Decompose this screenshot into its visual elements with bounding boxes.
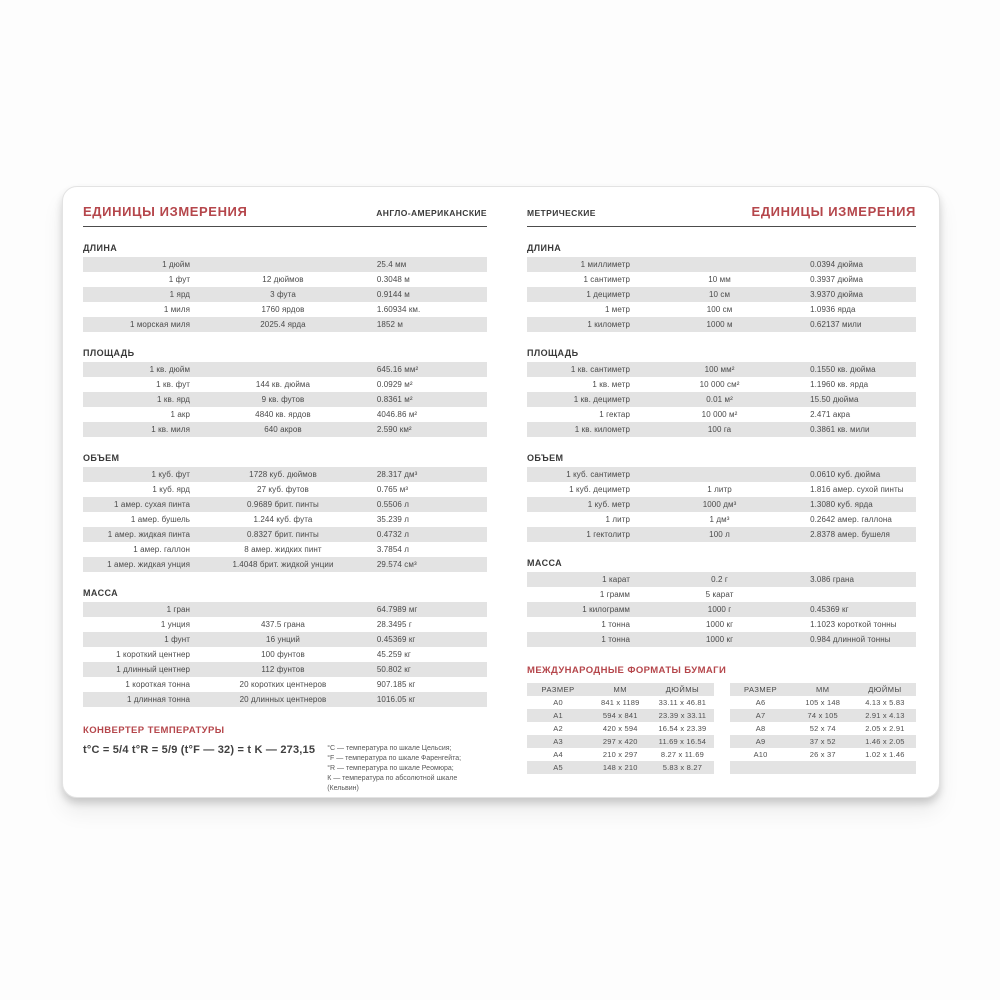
table-row xyxy=(83,287,487,302)
paper-size xyxy=(730,761,792,774)
paper-format-row xyxy=(527,696,714,709)
unit-name: 1 акр xyxy=(170,410,191,419)
page-title: ЕДИНИЦЫ ИЗМЕРЕНИЯ xyxy=(751,204,916,219)
table-row xyxy=(527,527,916,542)
unit-equivalent: 0.9689 брит. пинты xyxy=(247,500,319,509)
unit-metric-value: 29.574 см³ xyxy=(376,560,417,569)
table-row xyxy=(83,272,487,287)
page-title: ЕДИНИЦЫ ИЗМЕРЕНИЯ xyxy=(83,204,248,219)
paper-format-row xyxy=(730,761,917,774)
unit-metric-value: 15.50 дюйма xyxy=(810,395,859,404)
table-row xyxy=(83,482,487,497)
paper-format-row xyxy=(527,722,714,735)
unit-name: 1 грамм xyxy=(599,590,631,599)
unit-metric-value: 50.802 кг xyxy=(376,665,411,674)
section-label-volume: ОБЪЕМ xyxy=(527,453,564,463)
paper-mm: 105 x 148 xyxy=(805,698,841,707)
note-fahrenheit: °F — температура по шкале Фаренгейта; xyxy=(327,755,462,762)
paper-format-row xyxy=(730,709,917,722)
unit-name: 1 короткая тонна xyxy=(125,680,191,689)
unit-metric-value: 1016.05 кг xyxy=(376,695,416,704)
unit-equivalent: 5 карат xyxy=(705,590,734,599)
table-row xyxy=(83,692,487,707)
unit-equivalent: 3 фута xyxy=(270,290,296,299)
volume-table xyxy=(527,467,916,542)
unit-name: 1 унция xyxy=(160,620,191,629)
unit-metric-value: 0.3861 кв. мили xyxy=(810,425,870,434)
unit-equivalent: 20 коротких центнеров xyxy=(239,680,327,689)
unit-equivalent: 100 мм² xyxy=(704,365,735,374)
unit-equivalent: 10 см xyxy=(708,290,731,299)
paper-inches xyxy=(854,761,916,774)
paper-inches: 16.54 x 23.39 xyxy=(658,724,707,733)
unit-name: 1 кв. метр xyxy=(592,380,631,389)
table-row xyxy=(83,302,487,317)
unit-equivalent: 1.4048 брит. жидкой унции xyxy=(232,560,334,569)
unit-metric-value: 3.7854 л xyxy=(376,545,410,554)
unit-metric-value: 1.3080 куб. ярда xyxy=(810,500,873,509)
length-table xyxy=(527,257,916,332)
unit-name: 1 километр xyxy=(587,320,631,329)
note-celsius: °C — температура по шкале Цельсия; xyxy=(327,745,452,752)
header-size: РАЗМЕР xyxy=(743,685,778,694)
paper-formats-title: МЕЖДУНАРОДНЫЕ ФОРМАТЫ БУМАГИ xyxy=(527,665,727,676)
table-row xyxy=(527,377,916,392)
paper-inches: 5.83 x 8.27 xyxy=(662,763,703,772)
unit-metric-value: 64.7989 мг xyxy=(376,605,418,614)
unit-equivalent: 2025.4 ярда xyxy=(260,320,306,329)
section-label-mass: МАССА xyxy=(83,588,119,598)
table-row xyxy=(527,572,916,587)
paper-header-row xyxy=(527,683,714,696)
unit-metric-value: 0.0610 куб. дюйма xyxy=(810,470,881,479)
paper-mm: 210 x 297 xyxy=(602,750,638,759)
volume-table xyxy=(83,467,487,572)
unit-equivalent: 10 000 см² xyxy=(699,380,740,389)
section-label-mass: МАССА xyxy=(527,558,563,568)
table-row xyxy=(527,497,916,512)
unit-metric-value: 1.816 амер. сухой пинты xyxy=(810,485,904,494)
table-row xyxy=(83,257,487,272)
table-row xyxy=(83,467,487,482)
paper-inches: 33.11 x 46.81 xyxy=(658,698,707,707)
table-row xyxy=(527,632,916,647)
unit-metric-value: 0.1550 кв. дюйма xyxy=(810,365,876,374)
section-label-volume: ОБЪЕМ xyxy=(83,453,120,463)
unit-equivalent: 12 дюймов xyxy=(262,275,304,284)
unit-name: 1 кв. километр xyxy=(574,425,631,434)
area-table xyxy=(527,362,916,437)
unit-equivalent: 1 литр xyxy=(707,485,732,494)
unit-name: 1 карат xyxy=(602,575,631,584)
table-row xyxy=(83,632,487,647)
table-row xyxy=(527,602,916,617)
unit-metric-value: 4046.86 м² xyxy=(376,410,418,419)
unit-name: 1 миллиметр xyxy=(580,260,631,269)
temperature-converter-title: КОНВЕРТЕР ТЕМПЕРАТУРЫ xyxy=(83,725,225,736)
paper-format-row xyxy=(730,696,917,709)
unit-metric-value: 0.3937 дюйма xyxy=(810,275,864,284)
unit-metric-value: 2.590 км² xyxy=(376,425,412,434)
unit-name: 1 куб. метр xyxy=(587,500,631,509)
note-reaumur: °R — температура по шкале Реомюра; xyxy=(327,765,454,772)
table-row xyxy=(527,467,916,482)
unit-metric-value: 3.9370 дюйма xyxy=(810,290,864,299)
table-row xyxy=(83,602,487,617)
paper-mm: 37 x 52 xyxy=(809,737,836,746)
unit-metric-value xyxy=(807,587,916,602)
unit-equivalent: 1.244 куб. фута xyxy=(253,515,313,524)
unit-name: 1 короткий центнер xyxy=(116,650,191,659)
table-row xyxy=(527,257,916,272)
unit-equivalent: 100 га xyxy=(707,425,732,434)
unit-name: 1 кв. дюйм xyxy=(149,365,191,374)
unit-name: 1 амер. жидкая унция xyxy=(107,560,191,569)
unit-equivalent xyxy=(192,362,374,377)
section-label-area: ПЛОЩАДЬ xyxy=(527,348,579,358)
paper-size: A2 xyxy=(553,724,563,733)
unit-metric-value: 0.3048 м xyxy=(376,275,410,284)
paper-inches: 1.02 x 1.46 xyxy=(865,750,905,759)
unit-name: 1 миля xyxy=(163,305,191,314)
paper-formats-tables xyxy=(527,683,916,774)
unit-equivalent: 1000 кг xyxy=(705,620,734,629)
unit-metric-value: 1.1960 кв. ярда xyxy=(810,380,869,389)
unit-metric-value: 0.45369 кг xyxy=(376,635,416,644)
unit-metric-value: 0.8361 м² xyxy=(376,395,413,404)
unit-equivalent xyxy=(632,257,807,272)
paper-format-row xyxy=(527,761,714,774)
paper-format-row xyxy=(527,709,714,722)
table-row xyxy=(527,362,916,377)
section-label-length: ДЛИНА xyxy=(527,243,562,253)
paper-mm: 148 x 210 xyxy=(602,763,638,772)
table-row xyxy=(83,497,487,512)
temperature-converter-body xyxy=(83,744,487,794)
paper-mm: 26 x 37 xyxy=(809,750,836,759)
unit-name: 1 сантиметр xyxy=(583,275,631,284)
paper-mm: 420 x 594 xyxy=(602,724,638,733)
unit-equivalent: 144 кв. дюйма xyxy=(255,380,311,389)
note-kelvin: К — температура по абсолютной шкале (Кельвин) xyxy=(327,775,458,792)
table-row xyxy=(527,617,916,632)
unit-equivalent: 0.01 м² xyxy=(706,395,733,404)
paper-mm: 594 x 841 xyxy=(602,711,638,720)
length-table xyxy=(83,257,487,332)
page-subtitle: АНГЛО-АМЕРИКАНСКИЕ xyxy=(376,208,487,218)
unit-equivalent: 0.2 г xyxy=(711,575,728,584)
paper-format-row xyxy=(730,748,917,761)
paper-format-row xyxy=(527,735,714,748)
unit-metric-value: 0.0929 м² xyxy=(376,380,413,389)
paper-size: A10 xyxy=(753,750,768,759)
unit-metric-value: 1.60934 км. xyxy=(376,305,421,314)
unit-metric-value: 0.9144 м xyxy=(376,290,410,299)
paper-mm xyxy=(792,761,854,774)
unit-equivalent: 8 амер. жидких пинт xyxy=(244,545,322,554)
unit-equivalent: 112 фунтов xyxy=(261,665,305,674)
table-row xyxy=(83,557,487,572)
table-row xyxy=(527,512,916,527)
paper-size: A6 xyxy=(755,698,766,707)
unit-metric-value: 1852 м xyxy=(376,320,403,329)
unit-name: 1 тонна xyxy=(601,635,631,644)
unit-equivalent: 10 000 м² xyxy=(701,410,738,419)
table-row xyxy=(83,617,487,632)
left-page-header xyxy=(83,204,487,227)
paper-inches: 1.46 x 2.05 xyxy=(865,737,905,746)
paper-size: A7 xyxy=(755,711,766,720)
table-row xyxy=(527,482,916,497)
unit-metric-value: 0.765 м³ xyxy=(376,485,409,494)
unit-name: 1 дюйм xyxy=(162,260,191,269)
table-row xyxy=(527,422,916,437)
unit-metric-value: 1.0936 ярда xyxy=(810,305,856,314)
unit-equivalent: 100 см xyxy=(706,305,733,314)
unit-equivalent: 100 фунтов xyxy=(261,650,305,659)
paper-size: A3 xyxy=(553,737,563,746)
table-row xyxy=(83,362,487,377)
unit-metric-value: 0.5506 л xyxy=(376,500,410,509)
table-row xyxy=(83,677,487,692)
table-row xyxy=(527,317,916,332)
unit-metric-value: 1.1023 короткой тонны xyxy=(810,620,897,629)
header-inches: ДЮЙМЫ xyxy=(868,685,902,694)
unit-equivalent: 1000 кг xyxy=(705,635,734,644)
paper-inches: 2.05 x 2.91 xyxy=(865,724,905,733)
paper-header-row xyxy=(730,683,917,696)
temperature-converter xyxy=(83,725,487,794)
table-row xyxy=(527,392,916,407)
table-row xyxy=(527,407,916,422)
paper-mm: 74 x 105 xyxy=(807,711,838,720)
unit-metric-value: 0.45369 кг xyxy=(810,605,849,614)
paper-size: A8 xyxy=(755,724,766,733)
unit-name: 1 кв. дециметр xyxy=(573,395,631,404)
unit-name: 1 гектолитр xyxy=(586,530,631,539)
paper-table-a6-a10 xyxy=(730,683,917,774)
unit-metric-value: 645.16 мм² xyxy=(376,365,419,374)
unit-equivalent xyxy=(192,602,374,617)
unit-equivalent xyxy=(632,467,807,482)
paper-mm: 297 x 420 xyxy=(602,737,638,746)
unit-name: 1 гектар xyxy=(599,410,631,419)
table-row xyxy=(527,287,916,302)
table-row xyxy=(527,272,916,287)
temperature-formula: t°C = 5/4 t°R = 5/9 (t°F — 32) = t K — 273,15 xyxy=(83,744,316,756)
unit-metric-value: 2.471 акра xyxy=(810,410,851,419)
unit-metric-value: 35.239 л xyxy=(376,515,410,524)
unit-name: 1 метр xyxy=(604,305,631,314)
unit-equivalent: 1000 дм³ xyxy=(702,500,737,509)
unit-name: 1 ярд xyxy=(169,290,191,299)
unit-name: 1 кв. фут xyxy=(156,380,191,389)
unit-name: 1 амер. жидкая пинта xyxy=(107,530,191,539)
unit-name: 1 кв. миля xyxy=(151,425,191,434)
unit-name: 1 кв. ярд xyxy=(157,395,191,404)
paper-size: A0 xyxy=(553,698,563,707)
unit-equivalent: 9 кв. футов xyxy=(261,395,305,404)
unit-name: 1 длинная тонна xyxy=(126,695,191,704)
unit-metric-value: 28.317 дм³ xyxy=(376,470,418,479)
unit-equivalent: 1000 г xyxy=(707,605,732,614)
unit-name: 1 куб. дециметр xyxy=(569,485,631,494)
unit-name: 1 тонна xyxy=(601,620,631,629)
paper-mm: 841 x 1189 xyxy=(600,698,640,707)
table-row xyxy=(527,302,916,317)
table-row xyxy=(83,422,487,437)
unit-equivalent: 1728 куб. дюймов xyxy=(249,470,317,479)
page-category: МЕТРИЧЕСКИЕ xyxy=(527,208,596,218)
paper-size: A4 xyxy=(553,750,563,759)
header-size: РАЗМЕР xyxy=(541,685,575,694)
page-metric xyxy=(501,187,939,797)
unit-name: 1 амер. бушель xyxy=(130,515,191,524)
unit-equivalent: 1000 м xyxy=(706,320,733,329)
header-mm: ММ xyxy=(815,685,830,694)
unit-equivalent: 100 л xyxy=(709,530,730,539)
planner-spread xyxy=(62,186,940,798)
unit-equivalent: 10 мм xyxy=(708,275,731,284)
page-anglo-american xyxy=(63,187,501,797)
mass-table xyxy=(527,572,916,647)
right-page-header xyxy=(527,204,916,227)
unit-equivalent: 16 унций xyxy=(266,635,300,644)
paper-inches: 4.13 x 5.83 xyxy=(865,698,905,707)
table-row xyxy=(83,392,487,407)
unit-name: 1 фут xyxy=(168,275,191,284)
unit-equivalent: 20 длинных центнеров xyxy=(239,695,327,704)
table-row xyxy=(527,587,916,602)
unit-metric-value: 0.62137 мили xyxy=(810,320,862,329)
mass-table xyxy=(83,602,487,707)
unit-name: 1 кв. сантиметр xyxy=(570,365,631,374)
table-row xyxy=(83,512,487,527)
unit-equivalent: 640 акров xyxy=(264,425,302,434)
area-table xyxy=(83,362,487,437)
unit-metric-value: 3.086 грана xyxy=(810,575,855,584)
unit-metric-value: 907.185 кг xyxy=(376,680,416,689)
temperature-notes xyxy=(327,744,487,794)
unit-name: 1 литр xyxy=(605,515,631,524)
unit-metric-value: 0.984 длинной тонны xyxy=(810,635,891,644)
paper-size: A5 xyxy=(553,763,563,772)
unit-name: 1 куб. сантиметр xyxy=(566,470,631,479)
paper-format-row xyxy=(527,748,714,761)
unit-name: 1 морская миля xyxy=(129,320,191,329)
unit-name: 1 амер. сухая пинта xyxy=(114,500,191,509)
paper-format-row xyxy=(730,735,917,748)
paper-inches: 11.69 x 16.54 xyxy=(658,737,707,746)
unit-equivalent: 4840 кв. ярдов xyxy=(255,410,311,419)
table-row xyxy=(83,407,487,422)
paper-format-row xyxy=(730,722,917,735)
unit-equivalent: 0.8327 брит. пинты xyxy=(247,530,319,539)
unit-equivalent: 27 куб. футов xyxy=(257,485,309,494)
section-label-area: ПЛОЩАДЬ xyxy=(83,348,135,358)
unit-name: 1 длинный центнер xyxy=(116,665,191,674)
unit-name: 1 гран xyxy=(166,605,191,614)
table-row xyxy=(83,647,487,662)
paper-inches: 23.39 x 33.11 xyxy=(658,711,707,720)
table-row xyxy=(83,377,487,392)
unit-name: 1 амер. галлон xyxy=(133,545,191,554)
unit-metric-value: 28.3495 г xyxy=(376,620,412,629)
unit-name: 1 фунт xyxy=(164,635,191,644)
unit-name: 1 куб. ярд xyxy=(152,485,191,494)
paper-inches: 2.91 x 4.13 xyxy=(865,711,905,720)
paper-table-a0-a5 xyxy=(527,683,714,774)
table-row xyxy=(83,662,487,677)
paper-mm: 52 x 74 xyxy=(809,724,836,733)
unit-name: 1 куб. фут xyxy=(151,470,191,479)
unit-equivalent: 1760 ярдов xyxy=(261,305,305,314)
table-row xyxy=(83,542,487,557)
unit-name: 1 килограмм xyxy=(582,605,631,614)
unit-metric-value: 2.8378 амер. бушеля xyxy=(810,530,890,539)
table-row xyxy=(83,527,487,542)
unit-metric-value: 0.2642 амер. галлона xyxy=(810,515,892,524)
unit-equivalent: 1 дм³ xyxy=(709,515,730,524)
header-mm: ММ xyxy=(613,685,627,694)
section-label-length: ДЛИНА xyxy=(83,243,118,253)
table-row xyxy=(83,317,487,332)
header-inches: ДЮЙМЫ xyxy=(665,685,700,694)
unit-metric-value: 0.4732 л xyxy=(376,530,410,539)
unit-metric-value: 25.4 мм xyxy=(376,260,407,269)
unit-equivalent: 437.5 грана xyxy=(260,620,305,629)
paper-size: A1 xyxy=(553,711,563,720)
unit-metric-value: 0.0394 дюйма xyxy=(810,260,864,269)
unit-name: 1 дециметр xyxy=(586,290,631,299)
unit-equivalent xyxy=(192,257,374,272)
paper-inches: 8.27 x 11.69 xyxy=(660,750,704,759)
paper-size: A9 xyxy=(755,737,766,746)
unit-metric-value: 45.259 кг xyxy=(376,650,411,659)
